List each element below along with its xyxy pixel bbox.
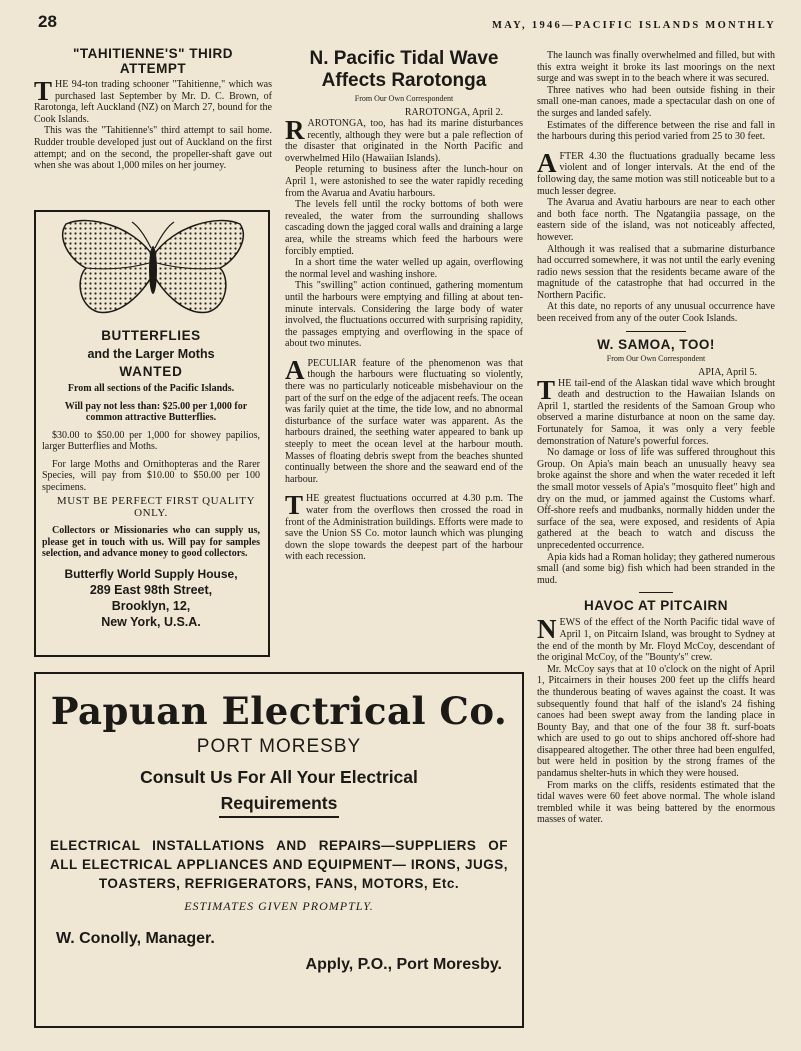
rarotonga-paragraph-1: RAROTONGA, too, has had its marine disturbances recently, although they were but a pale reflection of the disaster that originated in the North Pacific and overwhelmed Hilo (Hawaiian Islands).: [285, 115, 523, 164]
pitcairn-paragraph-2: Mr. McCoy says that at 10 o'clock on the night of April 1, Pitcairners in their houses 200 feet up the cliffs heard the thunderous beating of waves against the coast. It was subsequently found that half of the island's 24 fishing canoes had been swept away from the landing place in Bounty Bay, and that one of the four 38 ft. surf-boats which are used to go out to ships anchored off-shore had disappeared altogether. The other three had been engulfed, but were held in position by the strong frames of the pandamus shelter-huts in which they were housed.: [537, 663, 775, 780]
rarotonga-continued-2: Three natives who had been outside fishing in their small one-man canoes, made a spectacular dash on one of the surges and landed safely.: [537, 84, 775, 119]
butterfly-quality: MUST BE PERFECT FIRST QUALITY ONLY.: [56, 495, 256, 519]
butterfly-from: From all sections of the Pacific Islands.: [67, 383, 235, 394]
rarotonga-continued-5: The Avarua and Avatiu harbours are near to each other and both face north. The Ngatangiia passage, on the eastern side of the island, was not noticeably affected, however.: [537, 197, 775, 243]
samoa-dateline: APIA, April 5.: [698, 366, 757, 378]
drop-cap: A: [537, 147, 557, 178]
samoa-paragraph-2: No damage or loss of life was suffered throughout this Group. On Apia's main beach an unusually heavy sea broke against the shore and when the water receded it left the small motor vessels of Apia's "mosquito fleet" high and dry on the mud, or jammed against the Customs wharf. Off-shore reefs and mudbanks, normally hidden under the surface of the sea, were exposed, and residents of Apia gathered at the beach to watch and discuss the unprecedented occurrence.: [537, 447, 775, 551]
running-title: MAY, 1946—PACIFIC ISLANDS MONTHLY: [492, 20, 776, 31]
rarotonga-title-line1: N. Pacific Tidal Wave: [309, 48, 499, 69]
rarotonga-title-line2: Affects Rarotonga: [321, 70, 487, 91]
rarotonga-paragraph-4: In a short time the water welled up again, overflowing the normal level and washing inshore.: [285, 257, 523, 280]
page-number: 28: [38, 12, 57, 31]
butterfly-pay: Will pay not less than: $25.00 per 1,000 for common attractive Butterflies.: [64, 400, 248, 423]
rarotonga-continued-6: Although it was realised that a submarine disturbance had occurred somewhere, it was not until the early evening radio news session that the residents became aware of the magnitude of the catastrophe that had occurred in the Northern Pacific.: [537, 243, 775, 301]
butterfly-showey: $30.00 to $50.00 per 1,000 for showey papilios, larger Butterflies and Moths.: [42, 429, 260, 452]
rarotonga-paragraph-2: People returning to business after the lunch-hour on April 1, were astonished to see the water rapidly receding from the Avarua and Avatiu harbours.: [285, 164, 523, 199]
rarotonga-dateline: RAROTONGA, April 2.: [404, 107, 503, 118]
drop-cap: T: [34, 76, 53, 106]
rarotonga-continued-7: At this date, no reports of any unusual occurrence have been received from any of the outer Cook Islands.: [537, 301, 775, 325]
papuan-ad-requirements: Requirements: [219, 793, 340, 818]
drop-cap: A: [285, 354, 305, 385]
butterfly-country: New York, U.S.A.: [101, 614, 201, 629]
rarotonga-article: [285, 48, 523, 668]
butterfly-company: Butterfly World Supply House,: [64, 566, 238, 581]
pitcairn-paragraph-3: From marks on the cliffs, residents estimated that the tidal waves were 60 feet above normal. The whole island trembled while it was being battered by the enormous masses of water.: [537, 779, 775, 826]
butterfly-street: 289 East 98th Street,: [89, 582, 213, 597]
rarotonga-byline: From Our Own Correspondent: [354, 94, 454, 103]
tahitienne-paragraph-2: This was the "Tahitienne's" third attempt to sail home. Rudder trouble developed just out of Auckland on the first attempt; and on the second, the propeller-shaft gave out when she was about 1,000 miles on her journey.: [34, 125, 272, 172]
butterfly-icon: [58, 216, 248, 324]
tahitienne-article: [34, 46, 272, 206]
butterfly-city: Brooklyn, 12,: [111, 598, 191, 613]
rarotonga-continued-4: AFTER 4.30 the fluctuations gradually became less violent and of longer intervals. At the end of the following day, the same motion was still noticeable but to a much lesser degree.: [537, 147, 775, 197]
rarotonga-paragraph-5: This "swilling" action continued, gathering momentum until the harbours were emptying and filling at about ten-minute intervals. Considering the large body of water involved, the fluctuations occurred with surprising rapidity, the passages emptying and overflowing in the space of about two minutes.: [285, 280, 523, 350]
rarotonga-paragraph-6: APECULIAR feature of the phenomenon was that though the harbours were fluctuating so violently, there was no particularly noticeable misbehaviour on the part of the surf on the edge of the adjacent reefs. The ocean was farily quiet at the time, the tide low, and no abnormal disturbance of the surface water was apparent. As the harbours drained, the seething water appeared to bank up steeply to meet the ocean level at the harbour mouth. Masses of floating debris swept from the beaches shunted continually between the shore and the seaward end of the harbour.: [285, 354, 523, 485]
tahitienne-paragraph-1: THE 94-ton trading schooner "Tahitienne," which was purchased last September by Mr. D. C. Brown, of Rarotonga, left Auckland (NZ) on March 27, bound for the Cook Islands.: [34, 76, 272, 125]
column-three: [537, 50, 775, 1040]
butterfly-illustration: [58, 216, 248, 324]
larger-moths-heading: and the Larger Moths: [87, 347, 215, 361]
papuan-ad-city: PORT MORESBY: [196, 736, 362, 757]
drop-cap: T: [537, 374, 556, 405]
tahitienne-title-line2: ATTEMPT: [119, 61, 187, 76]
papuan-ad-estimates: ESTIMATES GIVEN PROMPTLY.: [184, 899, 374, 913]
pitcairn-title: HAVOC AT PITCAIRN: [584, 598, 728, 614]
butterfly-ad: [34, 210, 270, 657]
butterfly-large-moths: For large Moths and Ornithopteras and the Rarer Species, will pay from $10.00 to $50.00 per 100 specimens.: [42, 458, 260, 493]
samoa-byline: From Our Own Correspondent: [606, 353, 706, 363]
pitcairn-paragraph-1: NEWS of the effect of the North Pacific tidal wave of April 1, on Pitcairn Island, was brought to Sydney at the end of the month by Mr. Floyd McCoy, descendant of the original McCoy, of the "Bounty's" crew.: [537, 614, 775, 664]
samoa-title: W. SAMOA, TOO!: [597, 336, 715, 352]
wanted-heading: WANTED: [119, 364, 183, 379]
section-divider: [626, 331, 686, 332]
papuan-ad-manager: W. Conolly, Manager.: [56, 930, 215, 947]
papuan-electrical-ad: [34, 672, 524, 1028]
rarotonga-continued-3: Estimates of the difference between the rise and fall in the harbours during this period varied from 25 to 30 feet.: [537, 119, 775, 143]
rarotonga-paragraph-3: The levels fell until the rocky bottoms of both were revealed, the water from the surrounding shallows cascading down the jagged coral walls and draining a large area, while the streams which feed the harbours were forcibly emptied.: [285, 199, 523, 257]
rarotonga-continued-1: The launch was finally overwhelmed and filled, but with this extra weight it broke its last moorings on the next surge and was swept in to the beach where it was secured.: [537, 50, 775, 85]
papuan-ad-name: Papuan Electrical Co.: [50, 689, 508, 733]
drop-cap: N: [537, 614, 557, 645]
butterflies-heading: BUTTERFLIES: [101, 328, 201, 343]
tahitienne-title-line1: "TAHITIENNE'S" THIRD: [72, 46, 233, 61]
samoa-paragraph-1: THE tail-end of the Alaskan tidal wave which brought death and destruction to the Hawaiian Islands on April 1, startled the residents of the Samoan Group who observed a marine disturbance at noon on the same day. Fortunately for Samoa, it was only a very feeble demonstration of Nature's powerful forces.: [537, 374, 775, 447]
drop-cap: T: [285, 490, 304, 521]
papuan-ad-services: ELECTRICAL INSTALLATIONS AND REPAIRS—SUPPLIERS OF ALL ELECTRICAL APPLIANCES AND EQUIPMENT— IRONS, JUGS, TOASTERS, REFRIGERATORS, FANS, MOTORS, Etc.: [50, 838, 508, 891]
butterfly-collectors: Collectors or Missionaries who can supply us, please get in touch with us. Will pay for samples selection, and advance money to good collectors.: [42, 525, 260, 559]
papuan-ad-apply: Apply, P.O., Port Moresby.: [305, 956, 502, 973]
rarotonga-paragraph-7: THE greatest fluctuations occurred at 4.30 p.m. The water from the overflows then crossed the road in front of the Administration buildings. Efforts were made to save the Union SS Co. motor launch which was plunging down the slope towards the deepest part of the harbour with each recession.: [285, 490, 523, 563]
section-divider: [639, 592, 673, 593]
samoa-paragraph-3: Apia kids had a Roman holiday; they gathered numerous small (and some big) fish which had been stranded in the mud.: [537, 551, 775, 586]
drop-cap: R: [285, 115, 305, 145]
papuan-ad-consult: Consult Us For All Your Electrical: [140, 767, 418, 787]
